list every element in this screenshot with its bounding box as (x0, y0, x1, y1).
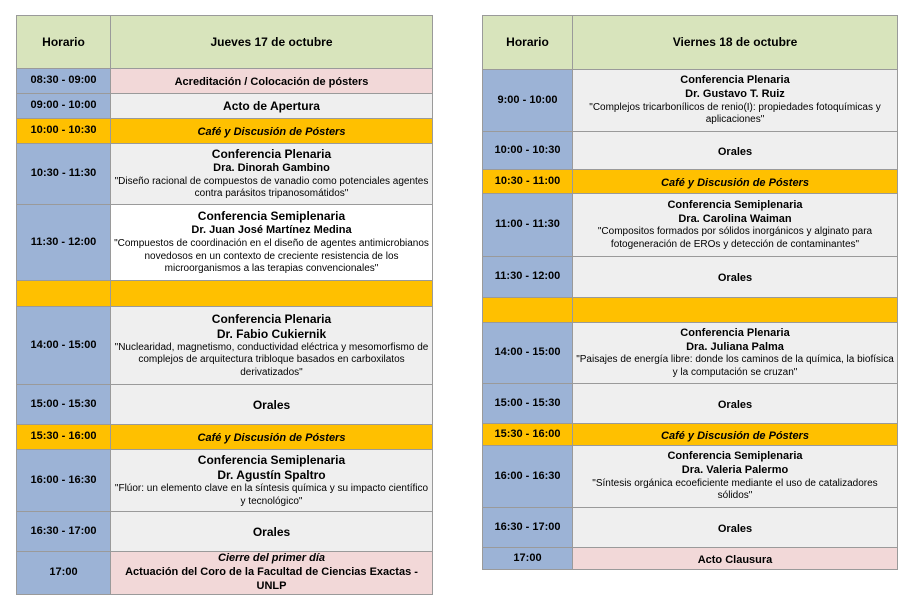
event-speaker: Dra. Dinorah Gambino (213, 162, 330, 175)
header-time: Horario (17, 16, 111, 69)
event-title: Conferencia Plenaria (680, 74, 790, 87)
table-row (483, 132, 898, 170)
row-content (111, 425, 433, 450)
table-row (17, 94, 433, 119)
row-time: 16:00 - 16:30 (17, 450, 111, 512)
row-time: 10:00 - 10:30 (17, 119, 111, 144)
row-content (111, 281, 433, 307)
event-description: "Flúor: un elemento clave en la síntesis química y su impacto científico y tecnológico" (114, 483, 429, 507)
table-header-row (17, 16, 433, 69)
row-content (111, 512, 433, 552)
row-time: 11:30 - 12:00 (17, 205, 111, 281)
row-content (111, 94, 433, 119)
event-title: Conferencia Semiplenaria (197, 453, 346, 467)
event-title: Café y Discusión de Pósters (197, 126, 346, 138)
row-time: 08:30 - 09:00 (17, 69, 111, 94)
table-row (17, 552, 433, 595)
event-speaker: Actuación del Coro de la Facultad de Ciencias Exactas - UNLP (125, 566, 418, 592)
event-title: Acto de Apertura (223, 99, 320, 113)
event-speaker: Dr. Agustín Spaltro (217, 468, 326, 482)
row-time: 09:00 - 10:00 (17, 94, 111, 119)
event-title: Acto Clausura (697, 553, 773, 566)
table-row (483, 548, 898, 570)
event-description: "Compositos formados por sólidos inorgánicos y alginato para fotogeneración de EROs y detección de contaminantes" (597, 226, 873, 250)
table-row (483, 70, 898, 132)
table-row (483, 508, 898, 548)
row-time: 14:00 - 15:00 (17, 307, 111, 385)
row-content (573, 194, 898, 257)
row-time: 11:30 - 12:00 (483, 257, 573, 298)
table-row (483, 170, 898, 194)
row-time: 11:00 - 11:30 (483, 194, 573, 257)
table-row (483, 323, 898, 384)
event-title: Orales (717, 398, 753, 411)
table-row (17, 119, 433, 144)
event-title: Conferencia Semiplenaria (667, 198, 803, 211)
row-time: 10:30 - 11:00 (483, 170, 573, 194)
event-title: Café y Discusión de Pósters (197, 432, 346, 444)
table-row (483, 424, 898, 446)
row-content (573, 424, 898, 446)
table-row (483, 446, 898, 508)
row-content (573, 323, 898, 384)
event-title: Conferencia Plenaria (211, 147, 332, 162)
table-row (483, 384, 898, 424)
row-content (111, 205, 433, 281)
row-time: 10:30 - 11:30 (17, 144, 111, 205)
row-time: 16:00 - 16:30 (483, 446, 573, 508)
header-day: Jueves 17 de octubre (111, 16, 433, 69)
event-speaker: Dra. Carolina Waiman (678, 212, 792, 225)
table-row (17, 385, 433, 425)
schedule-table-thursday (16, 15, 433, 595)
table-row-gap (483, 298, 898, 323)
event-speaker: Dra. Valeria Palermo (681, 464, 789, 476)
row-time: 9:00 - 10:00 (483, 70, 573, 132)
table-row (17, 425, 433, 450)
event-description: "Complejos tricarbonílicos de renio(I): propiedades fotoquímicas y aplicaciones" (589, 101, 881, 126)
row-time: 14:00 - 15:00 (483, 323, 573, 384)
row-time: 10:00 - 10:30 (483, 132, 573, 170)
row-content (111, 144, 433, 205)
row-time (483, 298, 573, 323)
table-row (483, 194, 898, 257)
event-title: Conferencia Semiplenaria (667, 450, 803, 463)
row-content (573, 384, 898, 424)
event-description: "Síntesis orgánica ecoeficiente mediante el uso de catalizadores sólidos" (592, 477, 878, 502)
table-row (17, 144, 433, 205)
event-description: "Compuestos de coordinación en el diseño de agentes antimicrobianos novedosos en un contexto de creciente resistencia de los microorganismos a las terapias convencionales" (114, 238, 429, 275)
table-row-gap (17, 281, 433, 307)
row-time: 16:30 - 17:00 (483, 508, 573, 548)
event-speaker: Dr. Juan José Martínez Medina (191, 224, 352, 237)
table-header-row (483, 16, 898, 70)
row-content (573, 257, 898, 298)
row-time: 15:00 - 15:30 (17, 385, 111, 425)
row-content (111, 69, 433, 94)
event-description: "Nuclearidad, magnetismo, conductividad eléctrica y mesomorfismo de complejos de arquitectura tribloque basados en carboxilatos derivatizados" (114, 341, 429, 378)
event-title: Conferencia Semiplenaria (197, 209, 346, 224)
row-content (111, 119, 433, 144)
row-time: 17:00 (483, 548, 573, 570)
table-row (483, 257, 898, 298)
event-title: Orales (252, 397, 291, 412)
table-row (17, 205, 433, 281)
event-title: Cierre del primer día (218, 552, 325, 565)
row-content (111, 552, 433, 595)
row-time: 16:30 - 17:00 (17, 512, 111, 552)
event-title: Conferencia Plenaria (211, 311, 332, 326)
row-content (573, 298, 898, 323)
row-content (573, 70, 898, 132)
event-speaker: Dr. Fabio Cukiernik (216, 326, 327, 341)
row-content (111, 385, 433, 425)
event-title: Conferencia Plenaria (680, 326, 790, 339)
table-row (17, 307, 433, 385)
event-title: Café y Discusión de Pósters (661, 429, 809, 442)
row-content (573, 508, 898, 548)
event-speaker: Dra. Juliana Palma (686, 340, 784, 353)
header-day: Viernes 18 de octubre (573, 16, 898, 70)
event-speaker: Dr. Gustavo T. Ruiz (685, 88, 785, 100)
event-title: Orales (717, 145, 753, 158)
row-content (573, 170, 898, 194)
row-time: 15:00 - 15:30 (483, 384, 573, 424)
row-content (573, 548, 898, 570)
row-time: 15:30 - 16:00 (17, 425, 111, 450)
event-title: Café y Discusión de Pósters (661, 176, 809, 189)
row-content (111, 307, 433, 385)
row-time (17, 281, 111, 307)
event-description: "Diseño racional de compuestos de vanadio como potenciales agentes contra parásitos tripanosomátidos" (114, 175, 429, 200)
event-description: "Paisajes de energía libre: donde los caminos de la química, la biofísica y la computación se cruzan" (576, 354, 894, 378)
event-title: Orales (252, 524, 291, 539)
row-content (573, 446, 898, 508)
row-time: 15:30 - 16:00 (483, 424, 573, 446)
table-row (17, 450, 433, 512)
row-content (111, 450, 433, 512)
table-row (17, 69, 433, 94)
event-title: Orales (717, 272, 753, 284)
table-row (17, 512, 433, 552)
row-content (573, 132, 898, 170)
event-title: Acreditación / Colocación de pósters (174, 76, 369, 88)
event-title: Orales (717, 522, 753, 535)
schedule-table-friday (482, 15, 898, 570)
row-time: 17:00 (17, 552, 111, 595)
header-time: Horario (483, 16, 573, 70)
